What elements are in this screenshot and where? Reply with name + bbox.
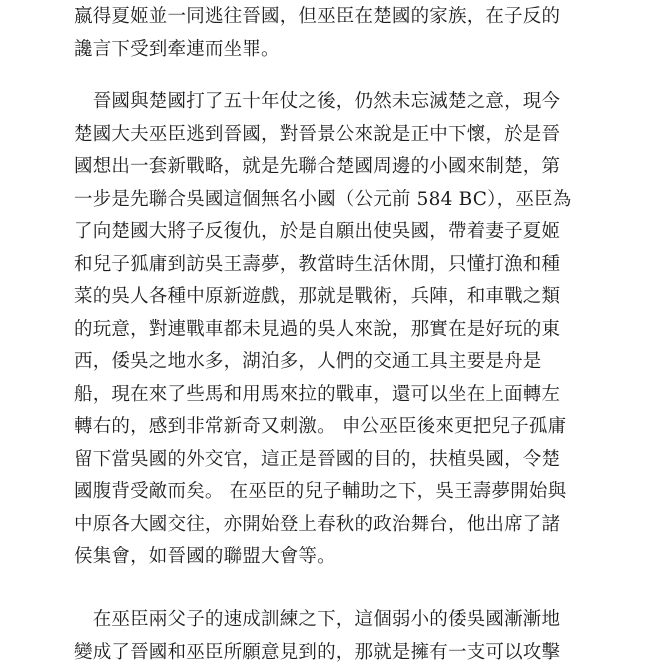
text-line: 侯集會，如晉國的聯盟大會等。 bbox=[74, 546, 336, 567]
text-line: 國想出一套新戰略，就是先聯合楚國周邊的小國來制楚，第 bbox=[74, 156, 561, 177]
text-line: 嬴得夏姬並一同逃往晉國，但巫臣在楚國的家族，在子反的 bbox=[74, 6, 561, 27]
text-line: 在巫臣兩父子的速成訓練之下，這個弱小的倭吳國漸漸地 bbox=[74, 609, 561, 630]
paragraph-3 bbox=[74, 604, 560, 669]
paragraph-2 bbox=[74, 86, 571, 574]
text-line: 變成了晉國和巫臣所願意見到的，那就是擁有一支可以攻擊 bbox=[74, 641, 561, 663]
text-line: 楚國大夫巫臣逃到晉國，對晉景公來說是正中下懷，於是晉 bbox=[74, 123, 561, 145]
text-line: 西，倭吳之地水多，湖泊多，人們的交通工具主要是舟是 bbox=[74, 351, 542, 372]
text-line: 和兒子狐庸到訪吳王壽夢，教當時生活休閒，只懂打漁和種 bbox=[74, 253, 561, 275]
text-line: 的玩意，對連戰車都未見過的吳人來說，那實在是好玩的東 bbox=[74, 318, 561, 340]
text-line: 船，現在來了些馬和用馬來拉的戰車，還可以坐在上面轉左 bbox=[74, 383, 561, 405]
text-line: 晉國與楚國打了五十年仗之後，仍然未忘滅楚之意，現今 bbox=[74, 91, 561, 112]
text-line: 中原各大國交往，亦開始登上春秋的政治舞台，他出席了諸 bbox=[74, 513, 561, 535]
text-line: 國腹背受敵而矣。 在巫臣的兒子輔助之下，吳王壽夢開始與 bbox=[74, 481, 567, 502]
text-line: 一步是先聯合吳國這個無名小國（公元前 584 BC），巫臣為 bbox=[74, 188, 572, 210]
text-line: 讒言下受到牽連而坐罪。 bbox=[74, 38, 280, 60]
text-line: 菜的吳人各種中原新遊戲，那就是戰術，兵陣，和車戰之類 bbox=[74, 286, 561, 307]
text-line: 轉右的，感到非常新奇又刺激。 申公巫臣後來更把兒子孤庸 bbox=[74, 416, 567, 437]
text-line: 了向楚國大將子反復仇，於是自願出使吳國，帶着妻子夏姬 bbox=[74, 221, 561, 242]
text-line: 留下當吳國的外交官，這正是晉國的目的，扶植吳國，令楚 bbox=[74, 448, 561, 470]
paragraph-1 bbox=[74, 1, 560, 66]
